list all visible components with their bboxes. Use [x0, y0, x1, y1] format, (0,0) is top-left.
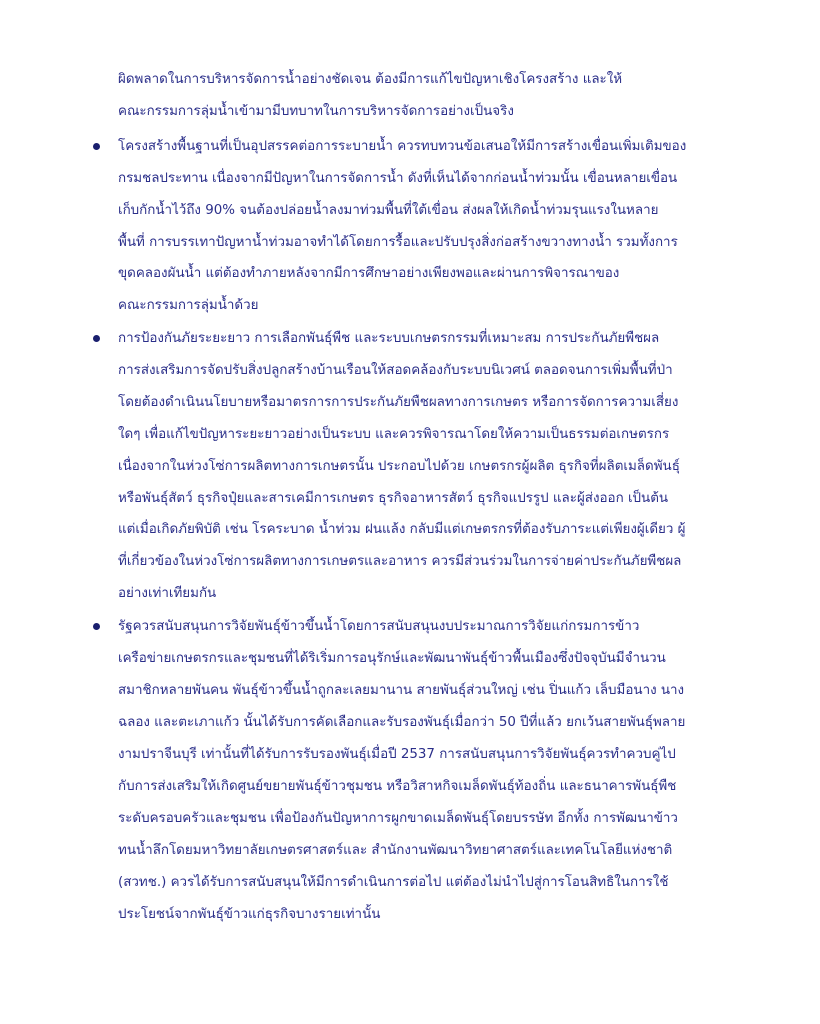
text-line: การส่งเสริมการจัดปรับสิ่งปลูกสร้างบ้านเรือนให้สอดคล้องกับระบบนิเวศน์ ตลอดจนการเพิ่มพื้นที่ป่า — [118, 363, 673, 378]
text-line: (สวทช.) ควรได้รับการสนับสนุนให้มีการดำเนินการต่อไป แต่ต้องไม่นำไปสู่การโอนสิทธิในการใช้ — [118, 875, 669, 890]
text-line: ขุดคลองผันน้ำ แต่ต้องทำภายหลังจากมีการศึกษาอย่างเพียงพอและผ่านการพิจารณาของ — [118, 266, 620, 281]
text-line: คณะกรรมการลุ่มน้ำด้วย — [118, 298, 259, 313]
text-line: หรือพันธุ์สัตว์ ธุรกิจปุ๋ยและสารเคมีการเกษตร ธุรกิจอาหารสัตว์ ธุรกิจแปรรูป และผู้ส่งออก เป็นต้น — [118, 491, 669, 506]
text-line: โครงสร้างพื้นฐานที่เป็นอุปสรรคต่อการระบายน้ำ ควรทบทวนข้อเสนอให้มีการสร้างเขื่อนเพิ่มเติมของ — [118, 139, 687, 154]
text-line: ฉลอง และตะเภาแก้ว นั้นได้รับการคัดเลือกและรับรองพันธุ์เมื่อกว่า 50 ปีที่แล้ว ยกเว้นสายพันธุ์พลาย — [118, 715, 686, 730]
text-line: สมาชิกหลายพันคน พันธุ์ข้าวขึ้นน้ำถูกละเลยมานาน สายพันธุ์ส่วนใหญ่ เช่น ปิ่นแก้ว เล็บมือนาง นาง — [118, 683, 685, 698]
text-line: เนื่องจากในห่วงโซ่การผลิตทางการเกษตรนั้น ประกอบไปด้วย เกษตรกรผู้ผลิต ธุรกิจที่ผลิตเมล็ดพันธุ์ — [118, 459, 680, 474]
text-line: พื้นที่ การบรรเทาปัญหาน้ำท่วมอาจทำได้โดยการรื้อและปรับปรุงสิ่งก่อสร้างขวางทางน้ำ รวมทั้งการ — [118, 235, 678, 250]
text-line: กรมชลประทาน เนื่องจากมีปัญหาในการจัดการน้ำ ดังที่เห็นได้จากก่อนน้ำท่วมนั้น เขื่อนหลายเขื่อน — [118, 171, 678, 186]
text-line: เครือข่ายเกษตรกรและชุมชนที่ได้ริเริ่มการอนุรักษ์และพัฒนาพันธุ์ข้าวพื้นเมืองซึ่งปัจจุบันมีจำนวน — [118, 651, 666, 666]
text-line: เก็บกักน้ำไว้ถึง 90% จนต้องปล่อยน้ำลงมาท่วมพื้นที่ใต้เขื่อน ส่งผลให้เกิดน้ำท่วมรุนแรงในหลาย — [118, 203, 659, 218]
text-line: กับการส่งเสริมให้เกิดศูนย์ขยายพันธุ์ข้าวชุมชน หรือวิสาหกิจเมล็ดพันธุ์ท้องถิ่น และธนาคารพันธุ์พืช — [118, 779, 677, 794]
text-line: ประโยชน์จากพันธุ์ข้าวแก่ธุรกิจบางรายเท่านั้น — [118, 907, 381, 922]
text-line: อย่างเท่าเทียมกัน — [118, 586, 217, 601]
bullet-icon — [93, 623, 100, 630]
text-line: รัฐควรสนับสนุนการวิจัยพันธุ์ข้าวขึ้นน้ำโดยการสนับสนุนงบประมาณการวิจัยแก่กรมการข้าว — [118, 619, 640, 634]
text-line: แต่เมื่อเกิดภัยพิบัติ เช่น โรคระบาด น้ำท่วม ฝนแล้ง กลับมีแต่เกษตรกรที่ต้องรับภาระแต่เพียงผู้เดียว ผู้ — [118, 522, 686, 537]
text-line: งามปราจีนบุรี เท่านั้นที่ได้รับการรับรองพันธุ์เมื่อปี 2537 การสนับสนุนการวิจัยพันธุ์ควรทำควบคู่ไป — [118, 747, 676, 762]
text-line: คณะกรรมการลุ่มน้ำเข้ามามีบทบาทในการบริหารจัดการอย่างเป็นจริง — [118, 104, 514, 119]
text-line: โดยต้องดำเนินนโยบายหรือมาตรการการประกันภัยพืชผลทางการเกษตร หรือการจัดการความเสี่ยง — [118, 395, 679, 410]
bullet-icon — [93, 143, 100, 150]
text-line: ระดับครอบครัวและชุมชน เพื่อป้องกันปัญหาการผูกขาดเมล็ดพันธุ์โดยบรรษัท อีกทั้ง การพัฒนาข้าว — [118, 811, 678, 826]
text-line: ใดๆ เพื่อแก้ไขปัญหาระยะยาวอย่างเป็นระบบ และควรพิจารณาโดยให้ความเป็นธรรมต่อเกษตรกร — [118, 427, 670, 442]
text-line: การป้องกันภัยระยะยาว การเลือกพันธุ์พืช และระบบเกษตรกรรมที่เหมาะสม การประกันภัยพืชผล — [118, 331, 660, 346]
bullet-icon — [93, 335, 100, 342]
text-line: ผิดพลาดในการบริหารจัดการน้ำอย่างชัดเจน ต้องมีการแก้ไขปัญหาเชิงโครงสร้าง และให้ — [118, 72, 623, 87]
text-line: ที่เกี่ยวข้องในห่วงโซ่การผลิตทางการเกษตรและอาหาร ควรมีส่วนร่วมในการจ่ายค่าประกันภัยพืชผล — [118, 554, 682, 569]
text-line: ทนน้ำลึกโดยมหาวิทยาลัยเกษตรศาสตร์และ สำนักงานพัฒนาวิทยาศาสตร์และเทคโนโลยีแห่งชาติ — [118, 843, 673, 858]
